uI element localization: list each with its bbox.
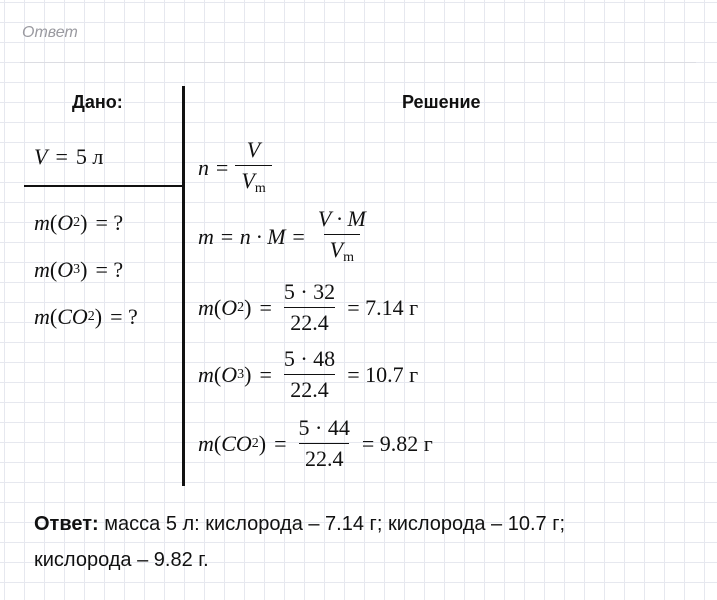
eq-mass bbox=[198, 208, 378, 265]
fraction-denominator: $V_m$ bbox=[235, 165, 271, 196]
table-vertical-divider bbox=[182, 86, 185, 486]
find-sym: m bbox=[34, 257, 50, 282]
given-divider bbox=[24, 185, 182, 187]
eq-formula: O bbox=[221, 294, 238, 320]
eq-result: = 10.7 г bbox=[347, 361, 419, 387]
find-close: ) bbox=[80, 257, 88, 282]
fraction bbox=[278, 281, 341, 334]
eq-sub: 3 bbox=[237, 366, 245, 382]
eq-lhs: m = n · M = bbox=[198, 223, 306, 249]
find-formula: O bbox=[57, 257, 74, 282]
answer-section-label: Ответ bbox=[22, 24, 78, 41]
fraction-numerator: V · M bbox=[317, 206, 366, 231]
eq-result: = 7.14 г bbox=[347, 294, 419, 320]
volume-value: 5 л bbox=[75, 144, 104, 169]
eq-mass-o2: m ( O 2 ) = $\frac{5 \cdot 32}{22.4}$ = 7.14 г bbox=[198, 279, 419, 335]
find-open: ( bbox=[49, 257, 58, 282]
find-mass-co2 bbox=[34, 306, 138, 328]
fraction-numerator: 5 · 44 bbox=[298, 415, 350, 440]
eq-mass-co2: m ( CO 2 ) = $\frac{5 \cdot 44}{22.4}$ = 9.82 г bbox=[198, 415, 433, 471]
find-formula: CO bbox=[57, 304, 88, 329]
fraction-numerator: 5 · 48 bbox=[283, 346, 336, 371]
fraction-numerator: 5 · 32 bbox=[283, 279, 336, 304]
answer-line-2: кислорода – 9.82 г. bbox=[34, 549, 209, 571]
fraction bbox=[235, 139, 271, 196]
given-volume bbox=[34, 146, 103, 168]
fraction bbox=[312, 208, 372, 265]
volume-eq: = bbox=[55, 144, 68, 169]
find-open: ( bbox=[49, 304, 58, 329]
eq-mass-o3: m ( O 3 ) = $\frac{5 \cdot 48}{22.4}$ = 10.7 г bbox=[198, 346, 419, 402]
eq-lhs: n = bbox=[198, 154, 230, 180]
eq-result: = 9.82 г bbox=[361, 430, 433, 456]
fraction-denominator: $V_m$ bbox=[324, 234, 360, 265]
fraction-denominator: 22.4 bbox=[299, 443, 350, 470]
eq-sub: 2 bbox=[251, 435, 259, 451]
find-mass-o2 bbox=[34, 212, 123, 234]
find-mass-o3 bbox=[34, 259, 123, 281]
fraction bbox=[278, 348, 341, 401]
find-sub: 3 bbox=[73, 262, 81, 277]
find-rhs: = ? bbox=[95, 257, 124, 282]
find-close: ) bbox=[94, 304, 103, 329]
volume-var: V bbox=[34, 144, 48, 169]
fraction-denominator: 22.4 bbox=[284, 374, 335, 401]
eq-formula: CO bbox=[221, 430, 252, 456]
top-divider bbox=[20, 62, 696, 63]
given-title: Дано: bbox=[72, 92, 123, 112]
answer-text bbox=[34, 506, 704, 578]
fraction-denominator: 22.4 bbox=[284, 307, 335, 334]
find-sym: m bbox=[34, 304, 50, 329]
eq-sub: 2 bbox=[237, 299, 245, 315]
answer-line-1: масса 5 л: кислорода – 7.14 г; кислорода – 10.7 г; bbox=[98, 513, 566, 535]
fraction-numerator: V bbox=[246, 137, 261, 162]
fraction bbox=[293, 417, 356, 470]
find-open: ( bbox=[49, 210, 58, 235]
find-rhs: = ? bbox=[110, 304, 138, 329]
solution-title: Решение bbox=[402, 92, 481, 112]
find-sym: m bbox=[34, 210, 50, 235]
answer-label: Ответ: bbox=[34, 513, 99, 535]
eq-formula: O bbox=[221, 361, 238, 387]
find-sub: 2 bbox=[87, 309, 95, 324]
find-close: ) bbox=[80, 210, 88, 235]
find-rhs: = ? bbox=[95, 210, 124, 235]
find-formula: O bbox=[57, 210, 74, 235]
find-sub: 2 bbox=[73, 215, 81, 230]
eq-moles bbox=[198, 139, 278, 196]
